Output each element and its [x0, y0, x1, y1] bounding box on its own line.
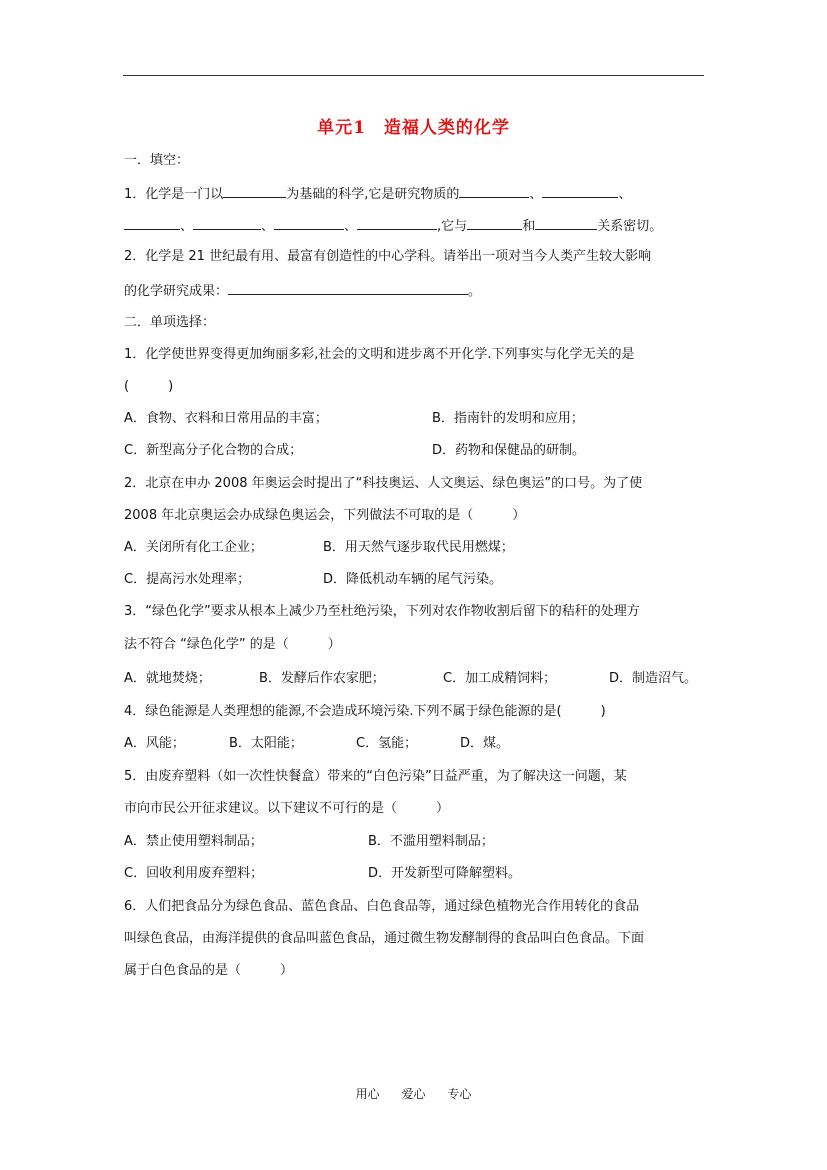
answer-blank: [542, 183, 618, 198]
text: 关系密切。: [597, 219, 663, 234]
answer-blank: [223, 183, 286, 198]
choice-q2-line2: 2008 年北京奥运会办成绿色奥运会，下列做法不可取的是（ ）: [124, 508, 526, 523]
choice-q2-option-b: B．用天然气逐步取代民用燃煤；: [323, 540, 514, 555]
answer-blank: [124, 215, 180, 230]
text: 、: [618, 187, 632, 202]
answer-blank: [459, 183, 529, 198]
choice-q1-option-d: D．药物和保健品的研制。: [432, 443, 586, 458]
fill-q2-line1: 2．化学是 21 世纪最有用、最富有创造性的中心学科。请举出一项对当今人类产生较大影响: [124, 249, 652, 264]
choice-q4-option-c: C．氢能；: [356, 736, 418, 751]
choice-q5-line2: 市向市民公开征求建议。以下建议不可行的是（ ）: [124, 801, 450, 816]
text: 为基础的科学,它是研究物质的: [286, 187, 460, 202]
text: 的化学研究成果：: [124, 284, 229, 299]
answer-blank: [357, 215, 437, 230]
page-title: 单元1 造福人类的化学: [317, 118, 510, 138]
text: 和: [522, 219, 536, 234]
text: 。: [468, 284, 482, 299]
answer-blank: [274, 215, 344, 230]
choice-q1-option-b: B．指南针的发明和应用；: [432, 411, 584, 426]
fill-q1-line2: [124, 215, 662, 237]
choice-q2-line1: 2．北京在申办 2008 年奥运会时提出了“科技奥运、人文奥运、绿色奥运”的口号。为了使: [124, 476, 643, 491]
footer-text: 用心: [355, 1087, 380, 1101]
page-footer: [0, 1085, 827, 1102]
fill-q1-line1: [124, 183, 631, 205]
text: 、: [261, 219, 275, 234]
choice-q1-option-a: A．食物、衣料和日常用品的丰富；: [124, 411, 328, 426]
choice-q5-option-b: B．不滥用塑料制品；: [368, 834, 494, 849]
answer-blank: [467, 215, 522, 230]
text: ,它与: [437, 219, 468, 234]
choice-q4-option-b: B．太阳能；: [229, 736, 303, 751]
section-heading-single-choice: 二．单项选择：: [124, 315, 216, 330]
choice-q6-line2: 叫绿色食品，由海洋提供的食品叫蓝色食品，通过微生物发酵制得的食品叫白色食品。下面: [124, 931, 645, 946]
choice-q5-option-a: A．禁止使用塑料制品；: [124, 834, 263, 849]
choice-q2-option-d: D．降低机动车辆的尾气污染。: [323, 572, 503, 587]
footer-text: 专心: [447, 1087, 472, 1101]
choice-q4-option-d: D．煤。: [460, 736, 510, 751]
choice-q5-option-c: C．回收利用废弃塑料；: [124, 866, 264, 881]
text: 、: [344, 219, 358, 234]
answer-blank: [535, 215, 597, 230]
answer-blank: [228, 280, 468, 295]
text: 、: [180, 219, 194, 234]
choice-q5-line1: 5．由废弃塑料（如一次性快餐盒）带来的“白色污染”日益严重，为了解决这一问题，某: [124, 769, 627, 784]
text: 、: [529, 187, 543, 202]
answer-blank: [193, 215, 261, 230]
choice-q4-line1: 4．绿色能源是人类理想的能源,不会造成环境污染.下列不属于绿色能源的是( ): [124, 704, 606, 719]
choice-q3-option-b: B．发酵后作农家肥；: [259, 671, 385, 686]
choice-q3-option-d: D．制造沼气。: [609, 671, 698, 686]
section-heading-fill-in: 一．填空：: [124, 153, 190, 168]
footer-text: 爱心: [401, 1087, 426, 1101]
choice-q4-option-a: A．风能；: [124, 736, 185, 751]
choice-q6-line3: 属于白色食品的是（ ）: [124, 963, 294, 978]
choice-q1-option-c: C．新型高分子化合物的合成；: [124, 443, 303, 458]
choice-q1-line2: ( ): [124, 379, 174, 394]
choice-q3-option-c: C．加工成精饲料；: [443, 671, 557, 686]
choice-q1-line1: 1．化学使世界变得更加绚丽多彩,社会的文明和进步离不开化学.下列事实与化学无关的是: [124, 347, 635, 362]
choice-q2-option-a: A．关闭所有化工企业；: [124, 540, 263, 555]
text: 1．化学是一门以: [124, 187, 224, 202]
choice-q5-option-d: D．开发新型可降解塑料。: [368, 866, 522, 881]
choice-q3-option-a: A．就地焚烧；: [124, 671, 211, 686]
choice-q3-line2: 法不符合 “绿色化学” 的是（ ）: [124, 637, 341, 652]
header-rule: [123, 75, 704, 76]
fill-q2-line2: [124, 280, 481, 302]
choice-q6-line1: 6．人们把食品分为绿色食品、蓝色食品、白色食品等，通过绿色植物光合作用转化的食品: [124, 899, 640, 914]
choice-q2-option-c: C．提高污水处理率；: [124, 572, 251, 587]
choice-q3-line1: 3．“绿色化学”要求从根本上减少乃至杜绝污染，下列对农作物收割后留下的秸秆的处理方: [124, 604, 640, 619]
